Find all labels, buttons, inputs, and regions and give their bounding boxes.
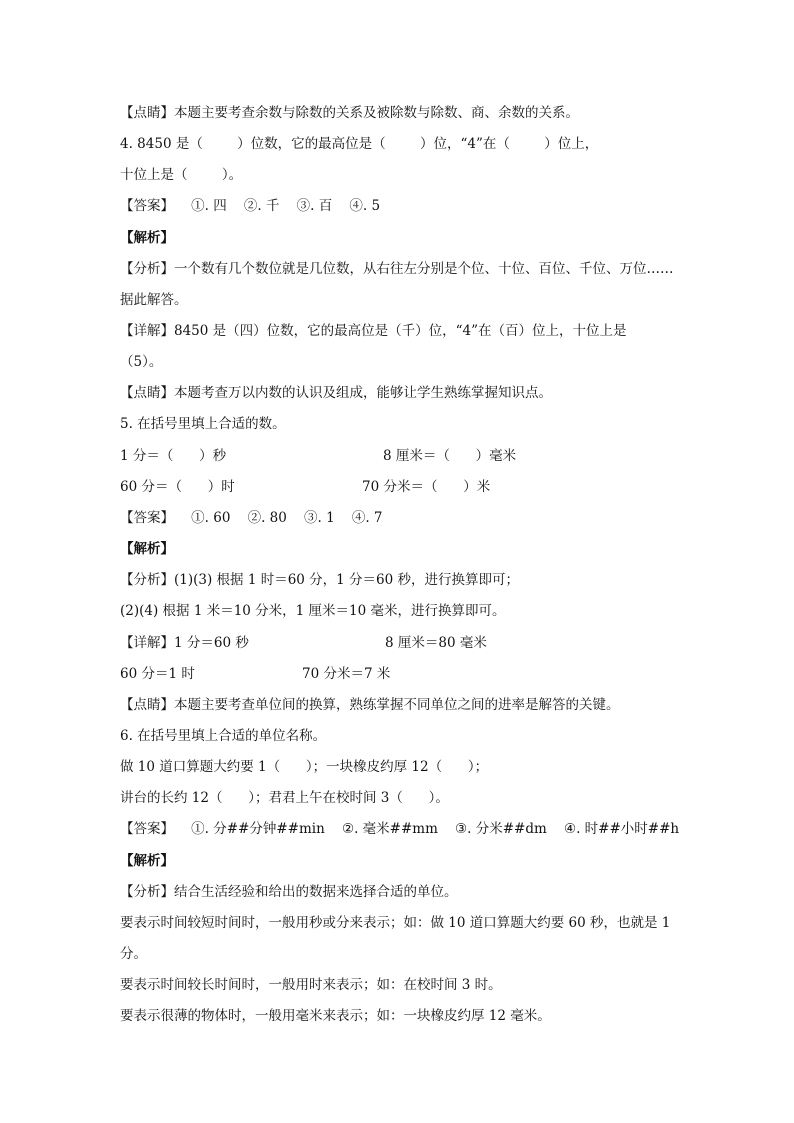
question-4: 4. 8450 是（ ）位数，它的最高位是（ ）位，“4”在（ ）位上， [120, 136, 599, 152]
analysis-q6-line-2: 要表示时间较短时间时，一般用秒或分来表示；如：做 10 道口算题大约要 60 秒，也就是 1 [120, 915, 671, 931]
analysis-heading-q6: 【解析】 [120, 853, 174, 869]
detail-q4: 【详解】8450 是（四）位数，它的最高位是（千）位，“4”在（百）位上，十位上是 [120, 323, 627, 339]
question-6-line-2: 讲台的长约 12（ ）；君君上午在校时间 3（ ）。 [120, 790, 449, 806]
detail-q5-item-2: 8 厘米＝80 毫米 [385, 635, 487, 651]
answer-q4: 【答案】 ①. 四 ②. 千 ③. 百 ④. 5 [120, 198, 381, 214]
note-q4: 【点睛】本题考查万以内数的认识及组成，能够让学生熟练掌握知识点。 [120, 385, 552, 401]
analysis-q5-cont: (2)(4) 根据 1 米＝10 分米，1 厘米＝10 毫米，进行换算即可。 [120, 603, 506, 619]
analysis-q6-line-5: 要表示很薄的物体时，一般用毫米来表示；如：一块橡皮约厚 12 毫米。 [120, 1008, 551, 1024]
analysis-q4-cont: 据此解答。 [120, 292, 188, 308]
q5-item-3: 60 分＝（ ）时 [120, 479, 235, 495]
detail-q5-item-3: 60 分＝1 时 [120, 666, 195, 682]
analysis-heading-q4: 【解析】 [120, 230, 174, 246]
detail-q5-item-1: 【详解】1 分＝60 秒 [120, 635, 249, 651]
q5-item-1: 1 分＝（ ）秒 [120, 448, 227, 464]
question-6: 6. 在括号里填上合适的单位名称。 [120, 728, 327, 744]
answer-q5: 【答案】 ①. 60 ②. 80 ③. 1 ④. 7 [120, 510, 383, 526]
answer-q6: 【答案】 ①. 分##分钟##min ②. 毫米##mm ③. 分米##dm ④. 时##小时##h [120, 821, 680, 837]
analysis-q4: 【分析】一个数有几个数位就是几位数，从右往左分别是个位、十位、百位、千位、万位…… [120, 261, 674, 277]
note-q5: 【点睛】本题主要考查单位间的换算，熟练掌握不同单位之间的进率是解答的关键。 [120, 697, 620, 713]
analysis-heading-q5: 【解析】 [120, 541, 174, 557]
analysis-q5: 【分析】(1)(3) 根据 1 时＝60 分，1 分＝60 秒，进行换算即可； [120, 572, 520, 588]
note-q3: 【点睛】本题主要考查余数与除数的关系及被除数与除数、商、余数的关系。 [120, 105, 579, 121]
q5-item-2: 8 厘米＝（ ）毫米 [383, 448, 517, 464]
analysis-q6: 【分析】结合生活经验和给出的数据来选择合适的单位。 [120, 884, 458, 900]
question-4-cont: 十位上是（ ）。 [120, 167, 243, 183]
question-6-line-1: 做 10 道口算题大约要 1（ ）；一块橡皮约厚 12（ ）； [120, 759, 489, 775]
detail-q5-item-4: 70 分米＝7 米 [302, 666, 391, 682]
analysis-q6-line-4: 要表示时间较长时间时，一般用时来表示；如：在校时间 3 时。 [120, 977, 502, 993]
question-5: 5. 在括号里填上合适的数。 [120, 416, 286, 432]
q5-item-4: 70 分米＝（ ）米 [362, 479, 491, 495]
analysis-q6-line-3: 分。 [120, 946, 147, 962]
detail-q4-cont: （5）。 [120, 354, 163, 370]
